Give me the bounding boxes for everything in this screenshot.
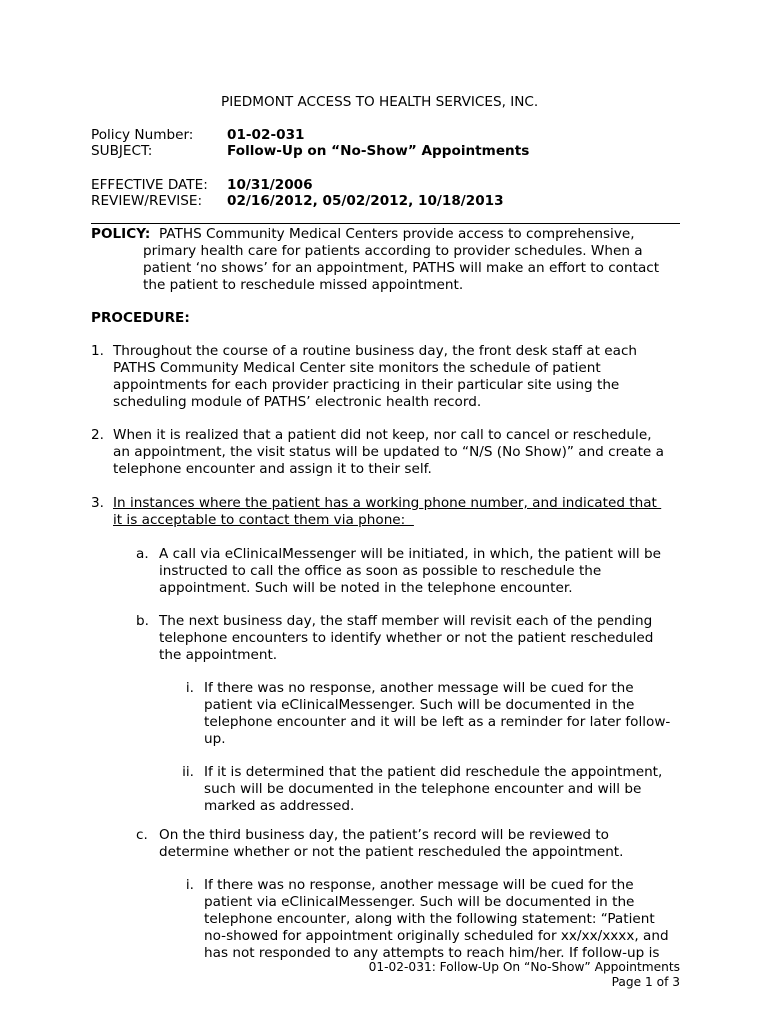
step-3c-i-line: telephone encounter, along with the following statement: “Patient	[204, 911, 655, 927]
step-3c-i-line: no-showed for appointment originally scheduled for xx/xx/xxxx, and	[204, 928, 669, 944]
step-3c-i-line: has not responded to any attempts to reach him/her. If follow-up is	[204, 945, 660, 961]
step-3b-i-line: telephone encounter and it will be left as a reminder for later follow-	[204, 714, 671, 730]
policy-number: 01-02-031	[227, 127, 305, 143]
review-revise-label: REVIEW/REVISE:	[91, 193, 203, 209]
step-3b-ii-line: If it is determined that the patient did reschedule the appointment,	[204, 764, 663, 780]
step-3b-i-line: up.	[204, 731, 226, 747]
policy-line-3: patient ‘no shows’ for an appointment, PATHS will make an effort to contact	[143, 260, 660, 276]
step-3c-i-line: If there was no response, another message will be cued for the	[204, 877, 634, 893]
subject-label: SUBJECT:	[91, 143, 153, 159]
step-3-number: 3.	[91, 495, 104, 511]
policy-text-1: PATHS Community Medical Centers provide access to comprehensive,	[158, 226, 635, 242]
step-3b-i-line: If there was no response, another message will be cued for the	[204, 680, 634, 696]
step-3a-line: appointment. Such will be noted in the telephone encounter.	[159, 580, 573, 596]
step-3b-ii-numeral: ii.	[182, 764, 194, 780]
step-3a-line: instructed to call the office as soon as possible to reschedule the	[159, 563, 602, 579]
step-1-line: appointments for each provider practicing in their particular site using the	[113, 377, 620, 393]
step-3c-line: determine whether or not the patient rescheduled the appointment.	[159, 844, 624, 860]
policy-line-2: primary health care for patients according to provider schedules. When a	[143, 243, 643, 259]
step-3a-line: A call via eClinicalMessenger will be initiated, in which, the patient will be	[159, 546, 661, 562]
step-3b-i-numeral: i.	[185, 680, 194, 696]
step-3-line: it is acceptable to contact them via phone:	[113, 512, 414, 528]
step-2-number: 2.	[91, 427, 104, 443]
step-3b-ii-line: such will be documented in the telephone encounter and will be	[204, 781, 642, 797]
header-divider	[91, 223, 680, 224]
footer-page-number: Page 1 of 3	[611, 975, 680, 989]
step-3b-line: The next business day, the staff member will revisit each of the pending	[159, 613, 653, 629]
step-3c-letter: c.	[136, 827, 148, 843]
step-2-line: telephone encounter and assign it to their self.	[113, 461, 432, 477]
step-1-line: scheduling module of PATHS’ electronic health record.	[113, 394, 482, 410]
policy-number-label: Policy Number:	[91, 127, 194, 143]
step-1-line: PATHS Community Medical Center site monitors the schedule of patient	[113, 360, 601, 376]
step-3a-letter: a.	[136, 546, 149, 562]
step-2-line: an appointment, the visit status will be updated to “N/S (No Show)” and create a	[113, 444, 664, 460]
footer-document-title: 01-02-031: Follow-Up On “No-Show” Appointments	[368, 960, 680, 974]
effective-date-label: EFFECTIVE DATE:	[91, 177, 208, 193]
step-3b-letter: b.	[136, 613, 149, 629]
step-3b-i-line: patient via eClinicalMessenger. Such will be documented in the	[204, 697, 635, 713]
step-1-line: Throughout the course of a routine business day, the front desk staff at each	[113, 343, 638, 359]
step-3b-ii-line: marked as addressed.	[204, 798, 355, 814]
organization-title: PIEDMONT ACCESS TO HEALTH SERVICES, INC.	[221, 94, 539, 110]
effective-date: 10/31/2006	[227, 177, 313, 193]
policy-line-4: the patient to reschedule missed appointment.	[143, 277, 464, 293]
step-3-line: In instances where the patient has a working phone number, and indicated that	[113, 495, 662, 511]
step-3b-line: the appointment.	[159, 647, 278, 663]
policy-label: POLICY:	[91, 226, 151, 242]
step-3c-i-numeral: i.	[185, 877, 194, 893]
step-1-number: 1.	[91, 343, 104, 359]
subject: Follow-Up on “No-Show” Appointments	[227, 143, 530, 159]
step-3c-line: On the third business day, the patient’s record will be reviewed to	[159, 827, 609, 843]
step-3c-i-line: patient via eClinicalMessenger. Such will be documented in the	[204, 894, 635, 910]
review-revise-dates: 02/16/2012, 05/02/2012, 10/18/2013	[227, 193, 504, 209]
policy-line-1	[91, 226, 635, 243]
step-3b-line: telephone encounters to identify whether or not the patient rescheduled	[159, 630, 654, 646]
procedure-heading: PROCEDURE:	[91, 310, 190, 326]
step-2-line: When it is realized that a patient did not keep, nor call to cancel or reschedule,	[113, 427, 652, 443]
